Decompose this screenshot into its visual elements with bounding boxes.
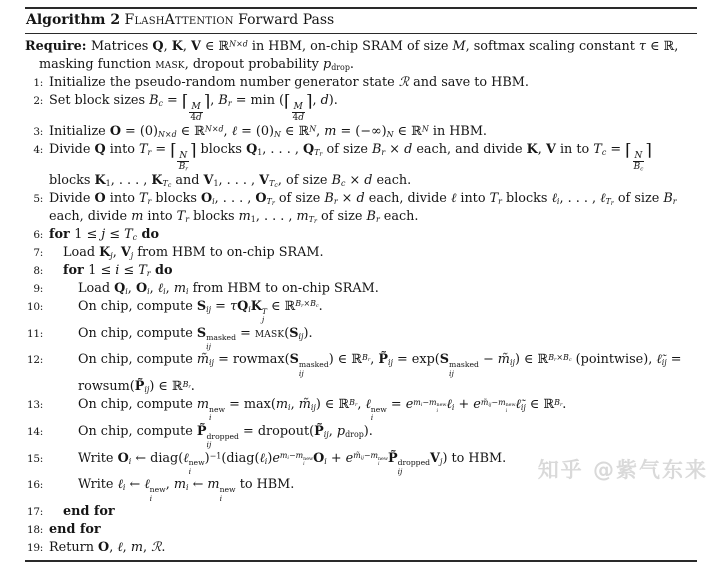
line-content: end for	[49, 522, 101, 538]
algo-line-18	[25, 521, 697, 539]
algo-line-1	[25, 74, 697, 92]
line-number: 3:	[33, 125, 43, 138]
line-number: 16:	[27, 479, 43, 492]
algo-line-7	[25, 244, 697, 262]
line-content: On chip, compute $m̃_{ij} = rowmax(S$ masked ij ) ∈ ℝ$^{B_r}$, $P̃_{ij} = \exp(S$ masked ij − $m̃_{ij}$) ∈ ℝ$^{B_r\times B_c}$ (pointwise), $\ell̃_{ij}$ = $rowsum(P̃_{ij})$ ∈ ℝ$^{B_r}$.	[78, 352, 682, 395]
zhihu-watermark	[538, 454, 708, 484]
line-number: 13:	[27, 399, 43, 412]
algo-line-19	[25, 539, 697, 557]
line-number: 8:	[33, 264, 43, 277]
line-content: for $1 \le i \le T_r$ do	[63, 262, 173, 278]
line-number: 6:	[33, 228, 43, 241]
line-content: Load $Q_i$, $O_i$, ℓ$_i$, $m_i$ from HBM to on-chip SRAM.	[78, 280, 379, 296]
line-content: Set block sizes $B_c$ = ⌈ $\frac{M}{4d}$ ⌉, $B_r = \min$ (⌈ $\frac{M}{4d}$ ⌉, d).	[49, 91, 338, 123]
line-number: 15:	[27, 452, 43, 465]
line-number: 11:	[27, 327, 43, 340]
fraction: $\frac{M}{4d}$	[190, 101, 202, 123]
line-number: 17:	[27, 506, 43, 519]
supsub-stack: masked ij	[449, 360, 479, 378]
fraction: $\frac{N}{B_r}$	[178, 150, 188, 173]
supsub-stack: masked ij	[298, 360, 329, 378]
supsub-stack: new i	[209, 404, 226, 423]
line-content: Write ℓ$_i$ ← ℓ new i , $m_i$ ← m new i to HBM.	[78, 477, 295, 503]
supsub-stack: T j	[261, 306, 268, 325]
line-content: Write $O_i$ ← diag(ℓ new i )$^{-1}(diag(\ell_i)e^{m_i-m new i}$ $O_i + e^{m̃_{ij}-m new i}$ P̃ dropped ij $V_j$) to HBM.	[78, 450, 507, 476]
watermark-text: 知乎 @紫气东来	[537, 458, 708, 482]
algorithm-title: Algorithm 2 FlashAttention Forward Pass	[26, 12, 335, 28]
algo-line-6	[25, 226, 697, 244]
line-number: 10:	[27, 300, 43, 313]
line-content: On chip, compute m new i = $\max(m_i$, $m̃_{ij}$) ∈ ℝ$^{B_r}$, ℓ new i = $e^{m_i-m new i}$ ℓ$_i$ + $e^{m̃_{ij}-m new i}$ $\ell̃_{ij}$ ∈ ℝ$^{B_r}$.	[78, 397, 567, 423]
line-content: for $1 \le j \le T_c$ do	[49, 226, 160, 242]
line-number: 2:	[33, 95, 43, 107]
line-content: Initialize the pseudo-random number generator state ℛ and save to HBM.	[49, 75, 529, 90]
supsub-stack: new i	[219, 485, 236, 503]
algo-line-10	[25, 298, 697, 325]
line-content: On chip, compute P̃ dropped ij = $dropout(P̃_{ij}$, $p_{drop}$).	[78, 423, 373, 450]
supsub-stack: new i	[436, 403, 447, 414]
algo-line-14	[25, 423, 697, 450]
algo-line-2	[25, 92, 697, 123]
line-content: Divide O into $T_r$ blocks $O_i$, . . . , $O_{T_r}$ of size $B_r \times d$ each, divide ℓ into $T_r$ blocks ℓ$_i$, . . . , ℓ$_{T_r}$ of size $B_r$ each, divide m into $T_r$ blocks $m_1$, . . . , $m_{T_r}$ of size $B_r$ each.	[49, 190, 677, 226]
supsub-stack: masked ij	[206, 333, 236, 351]
require-line: Require: Matrices Q, K, V ∈ ℝ$^{N\times d}$ in HBM, on-chip SRAM of size M, softmax scaling constant τ ∈ ℝ, masking function mask, dropout probability $p_{drop}$.	[25, 39, 679, 72]
line-content: Initialize $O = (0)_{N\times d}$ ∈ ℝ$^{N\times d}$, ℓ = $(0)_N$ ∈ ℝ$^N$, $m = (-\infty)_N$ ∈ ℝ$^N$ in HBM.	[49, 123, 488, 139]
line-content: Load $K_j$, $V_j$ from HBM to on-chip SRAM.	[63, 244, 324, 260]
line-content: On chip, compute $S_{ij} = \tau Q_iK$ T j ∈ ℝ$^{B_r\times B_c}$.	[78, 298, 323, 325]
line-number: 9:	[33, 282, 43, 295]
supsub-stack: new i	[303, 456, 314, 468]
line-number: 18:	[27, 524, 43, 537]
line-number: 5:	[33, 192, 43, 205]
line-number: 14:	[27, 425, 43, 438]
fraction: $\frac{M}{4d}$	[292, 101, 304, 123]
algo-line-8	[25, 262, 697, 280]
algo-line-5	[25, 190, 697, 226]
line-content: Return O, ℓ, m, ℛ.	[49, 540, 166, 556]
algo-line-13	[25, 396, 697, 423]
line-number: 1:	[33, 77, 43, 89]
line-number: 19:	[27, 542, 43, 555]
line-content: end for	[63, 504, 115, 520]
supsub-stack: new i	[188, 458, 205, 476]
algo-line-12	[25, 351, 697, 396]
paper-page	[0, 7, 720, 556]
supsub-stack: new i	[149, 485, 166, 503]
supsub-stack: new i	[370, 404, 387, 423]
line-content: On chip, compute S masked ij = $mask(S_{ij})$.	[78, 325, 313, 351]
algo-line-11	[25, 325, 697, 352]
line-number: 12:	[27, 354, 43, 367]
fraction: $\frac{N}{B_c}$	[633, 150, 644, 173]
line-number: 4:	[33, 143, 43, 156]
algo-line-4	[25, 141, 697, 190]
line-number: 7:	[33, 246, 43, 259]
algo-line-3	[25, 123, 697, 141]
supsub-stack: dropped ij	[397, 458, 431, 476]
line-content: Divide Q into $T_r$ = ⌈ $\frac{N}{B_r}$ ⌉ blocks $Q_1$, . . . , $Q_{T_r}$ of size $B_r \times d$ each, and divide K, V in to $T_c$ = ⌈ $\frac{N}{B_c}$ ⌉ blocks $K_1$, . . . , $K_{T_c}$ and $V_1$, . . . , $V_{T_c}$, of size $B_c \times d$ each.	[49, 140, 652, 190]
algo-line-17	[25, 503, 697, 521]
supsub-stack: new i	[378, 456, 388, 468]
supsub-stack: dropped ij	[206, 431, 239, 450]
supsub-stack: new i	[505, 403, 516, 414]
algo-line-9	[25, 280, 697, 298]
